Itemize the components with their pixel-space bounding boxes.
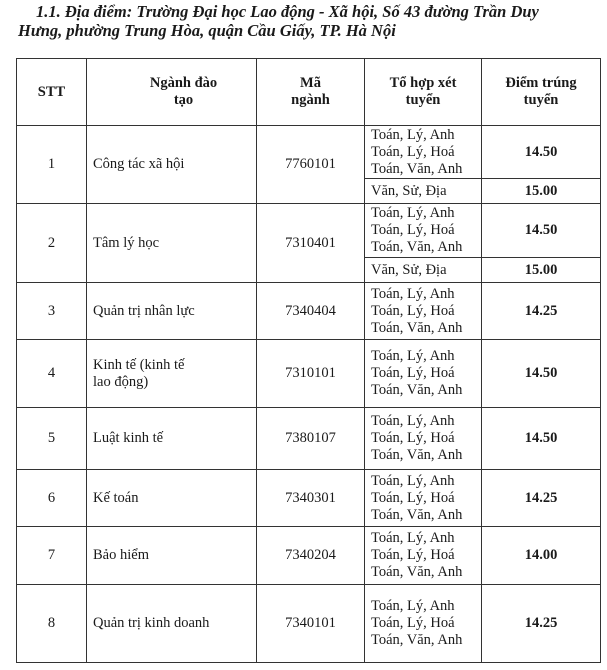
major-name-cell: Công tác xã hội xyxy=(87,126,257,204)
table-header-row xyxy=(17,59,601,126)
table-row xyxy=(17,470,601,527)
subject-combo-cell: Toán, Lý, Anh Toán, Lý, Hoá Toán, Văn, Anh xyxy=(365,408,482,470)
major-code-cell: 7340204 xyxy=(257,527,365,585)
subject-combo-cell: Văn, Sử, Địa xyxy=(365,258,482,283)
table-row xyxy=(17,585,601,663)
stt-cell: 1 xyxy=(17,126,87,204)
admission-scores-table xyxy=(16,58,601,663)
score-cell: 15.00 xyxy=(482,179,601,204)
heading-line-2: Hưng, phường Trung Hòa, quận Cầu Giấy, TP. Hà Nội xyxy=(18,21,396,40)
heading-line-1: 1.1. Địa điểm: Trường Đại học Lao động - Xã hội, Số 43 đường Trần Duy xyxy=(36,2,539,21)
header-major xyxy=(87,59,257,126)
stt-cell: 7 xyxy=(17,527,87,585)
subject-combo-cell: Văn, Sử, Địa xyxy=(365,179,482,204)
major-code-cell: 7340101 xyxy=(257,585,365,663)
major-name-cell: Luật kinh tế xyxy=(87,408,257,470)
section-heading xyxy=(18,2,603,40)
table-row xyxy=(17,204,601,258)
subject-combo-cell: Toán, Lý, Anh Toán, Lý, Hoá Toán, Văn, Anh xyxy=(365,470,482,527)
subject-combo-cell: Toán, Lý, Anh Toán, Lý, Hoá Toán, Văn, Anh xyxy=(365,283,482,340)
stt-cell: 2 xyxy=(17,204,87,283)
subject-combo-cell: Toán, Lý, Anh Toán, Lý, Hoá Toán, Văn, Anh xyxy=(365,204,482,258)
table-row xyxy=(17,126,601,179)
major-name-cell: Quản trị kinh doanh xyxy=(87,585,257,663)
score-cell: 14.00 xyxy=(482,527,601,585)
score-cell: 14.50 xyxy=(482,340,601,408)
score-cell: 14.50 xyxy=(482,126,601,179)
score-cell: 14.25 xyxy=(482,470,601,527)
header-stt: STT xyxy=(17,59,87,126)
major-code-cell: 7340404 xyxy=(257,283,365,340)
header-combo: Tổ hợp xét tuyển xyxy=(365,59,482,126)
stt-cell: 8 xyxy=(17,585,87,663)
header-score-text: Điểm trúng tuyển xyxy=(505,75,577,108)
subject-combo-cell: Toán, Lý, Anh Toán, Lý, Hoá Toán, Văn, Anh xyxy=(365,340,482,408)
score-cell: 15.00 xyxy=(482,258,601,283)
major-name-cell: Tâm lý học xyxy=(87,204,257,283)
header-code-text: Mã ngành xyxy=(291,75,330,108)
score-cell: 14.50 xyxy=(482,204,601,258)
major-code-cell: 7760101 xyxy=(257,126,365,204)
table-body xyxy=(17,126,601,663)
major-code-cell: 7310101 xyxy=(257,340,365,408)
header-code xyxy=(257,59,365,126)
score-cell: 14.25 xyxy=(482,585,601,663)
stt-cell: 3 xyxy=(17,283,87,340)
header-major-text: Ngành đào tạo xyxy=(149,75,218,108)
table-row xyxy=(17,340,601,408)
table-row xyxy=(17,283,601,340)
stt-cell: 5 xyxy=(17,408,87,470)
major-name-cell: Kinh tế (kinh tế lao động) xyxy=(87,340,257,408)
score-cell: 14.50 xyxy=(482,408,601,470)
major-code-cell: 7310401 xyxy=(257,204,365,283)
subject-combo-cell: Toán, Lý, Anh Toán, Lý, Hoá Toán, Văn, Anh xyxy=(365,585,482,663)
stt-cell: 4 xyxy=(17,340,87,408)
major-name-cell: Quản trị nhân lực xyxy=(87,283,257,340)
score-cell: 14.25 xyxy=(482,283,601,340)
table-row xyxy=(17,408,601,470)
subject-combo-cell: Toán, Lý, Anh Toán, Lý, Hoá Toán, Văn, Anh xyxy=(365,527,482,585)
major-name-cell: Kế toán xyxy=(87,470,257,527)
major-code-cell: 7380107 xyxy=(257,408,365,470)
major-code-cell: 7340301 xyxy=(257,470,365,527)
stt-cell: 6 xyxy=(17,470,87,527)
header-score xyxy=(482,59,601,126)
table-row xyxy=(17,527,601,585)
major-name-cell: Bảo hiểm xyxy=(87,527,257,585)
subject-combo-cell: Toán, Lý, Anh Toán, Lý, Hoá Toán, Văn, Anh xyxy=(365,126,482,179)
